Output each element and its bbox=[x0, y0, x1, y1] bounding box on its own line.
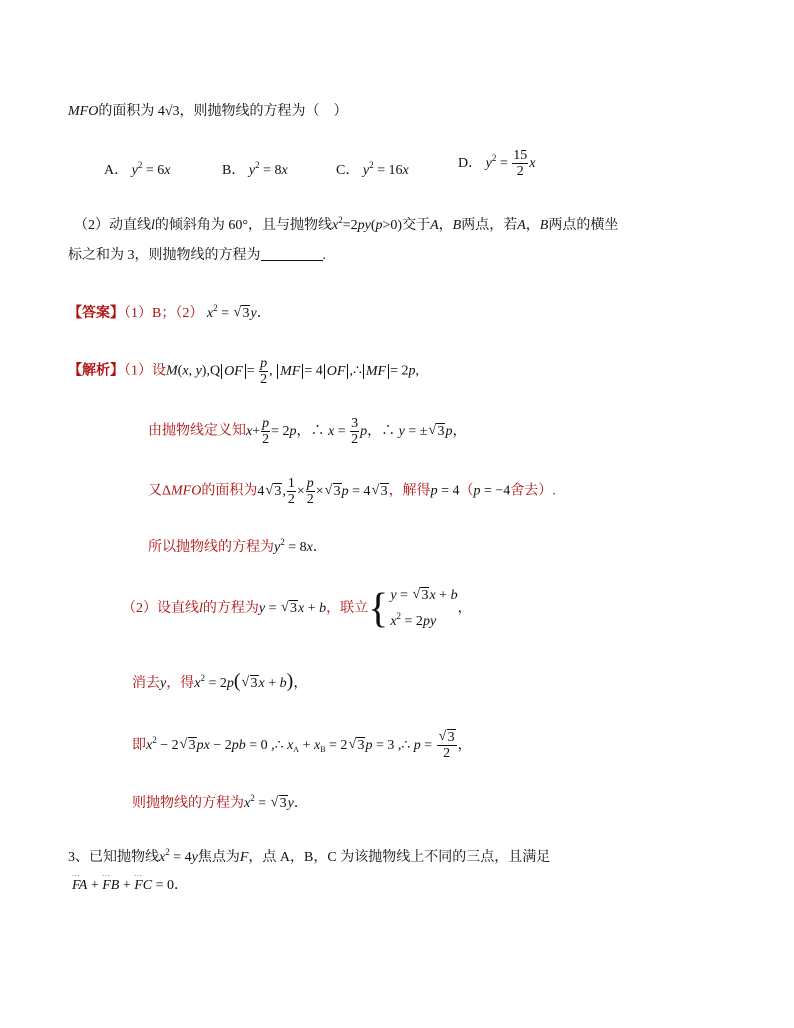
answer-line: 【答案】（1）B；（2） $x^2$ = √ 3y． bbox=[68, 298, 271, 324]
option-b: B． $y^2 = 8x$ bbox=[222, 160, 288, 178]
option-a: A． $y^2 = 6x$ bbox=[104, 160, 171, 178]
question-3-line-1: 3、已知抛物线$x^2 = 4y$焦点为F，点 A，B，C 为该抛物线上不同的三点，且满足 bbox=[68, 847, 551, 865]
analysis-step-2: 又ΔMFO的面积为4√ 3, $\frac{1}{2}$ × $\frac{p}{2}$ ×√ 3p = 4√ 3，解得p = 4（p = −4舍去）. bbox=[148, 476, 556, 507]
analysis-eliminate: 消去y，得$x^2 = 2p(√$ 3x + b)， bbox=[132, 668, 307, 694]
analysis-final: 则抛物线的方程为$x^2$ = √ 3y． bbox=[132, 788, 308, 814]
question-2-line-1: （2）动直线l的倾斜角为 60°，且与抛物线$x^2=2py(p>0)$交于A，B两点，若A，B两点的横坐 bbox=[74, 215, 619, 233]
answer-tag: 【答案】 bbox=[68, 306, 124, 321]
analysis-step-1: 由抛物线定义知x+ $\frac{p}{2}$ = 2p，∴ x = $\frac{3}{2}$ p，∴ y = ±√ 3p， bbox=[148, 416, 466, 447]
analysis-part-2: （2）设直线l的方程为y = √ 3x + b，联立{ y = √ 3x + b $x^2 = 2py$ ， bbox=[122, 586, 472, 632]
answer-blank bbox=[261, 246, 323, 261]
option-c: C． $y^2 = 16x$ bbox=[336, 160, 409, 178]
analysis-simplify: 即$x^2 - 2√$ 3px − 2pb = 0 ,∴ $x_A + x_B = 2√$ 3p = 3 ,∴ p = √ $\frac{3}{2}$ ， bbox=[132, 730, 472, 761]
analysis-step-3: 所以抛物线的方程为$y^2 = 8x$． bbox=[148, 537, 327, 555]
question-3-line-2: ··· FA + ··· FB + ··· FC = 0． bbox=[72, 876, 188, 896]
analysis-tag: 【解析】 bbox=[68, 363, 124, 379]
question-2-line-2: 标之和为 3，则抛物线的方程为 . bbox=[68, 248, 326, 263]
option-d: D． $y^2$ = $\frac{15}{2}$ x bbox=[458, 148, 536, 180]
analysis-line-1: 【解析】（1）设M(x, y),Q OF = $\frac{p}{2}$ , MF = 4 OF ,∴ MF = 2p, bbox=[68, 356, 419, 387]
question-1-stem: MFO的面积为 4√3，则抛物线的方程为（ ） bbox=[68, 104, 348, 119]
